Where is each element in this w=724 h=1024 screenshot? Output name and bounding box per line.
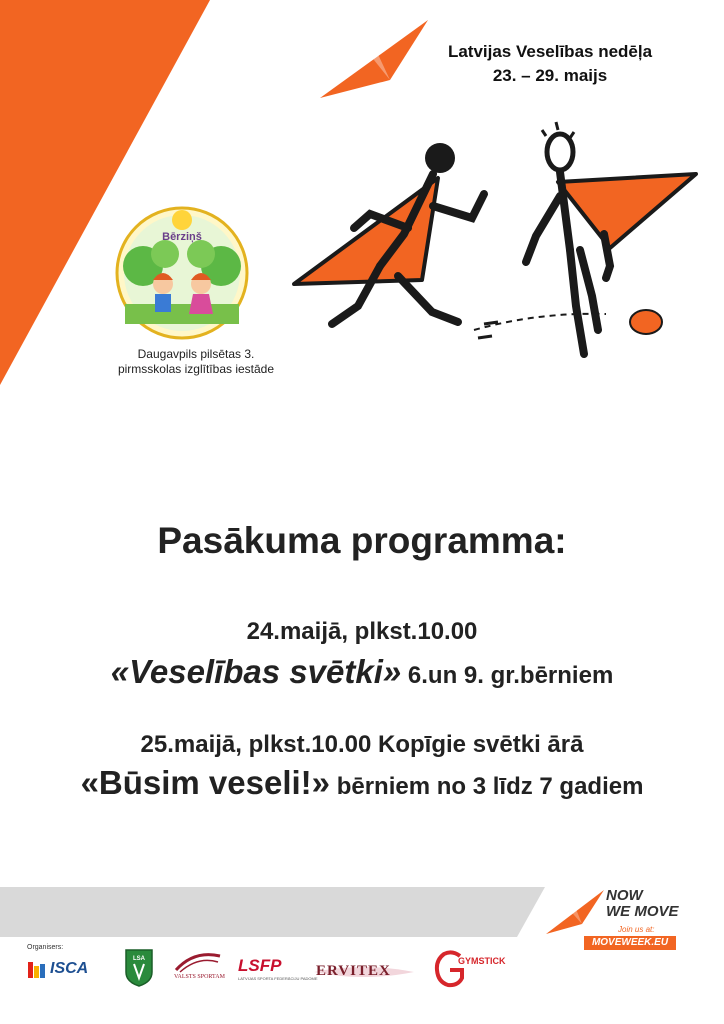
isca-logo bbox=[26, 958, 96, 982]
school-badge-logo bbox=[115, 206, 250, 341]
school-badge-name: Bērziņš bbox=[162, 231, 202, 243]
school-caption-line1: Daugavpils pilsētas 3. bbox=[137, 347, 255, 361]
event1-title: «Veselības svētki» bbox=[110, 653, 402, 690]
school-caption-line2: pirmsskolas izglītības iestāde bbox=[117, 362, 275, 376]
ervitex-text: ERVITEX bbox=[316, 963, 391, 979]
join-us-label: Join us at: bbox=[618, 925, 655, 934]
now-we-move-line2: WE MOVE bbox=[606, 903, 679, 920]
lsfp-logo bbox=[238, 956, 318, 984]
school-caption bbox=[96, 347, 296, 377]
organisers-label: Organisers: bbox=[27, 944, 64, 951]
gymstick-text: GYMSTICK bbox=[458, 956, 506, 966]
lsa-text: LSA bbox=[133, 956, 145, 962]
isca-text: ISCA bbox=[50, 960, 89, 977]
now-we-move-arrow-icon bbox=[544, 888, 606, 936]
valsts-sportam-text: VALSTS SPORTAM bbox=[174, 974, 225, 980]
lsfp-subtitle: LATVIJAS SPORTA FEDERĀCIJU PADOME bbox=[238, 976, 318, 981]
header-title-line1: Latvijas Veselības nedēļa bbox=[447, 42, 653, 61]
event2-title: «Būsim veseli!» bbox=[80, 764, 331, 801]
program-heading: Pasākuma programma: bbox=[157, 520, 567, 561]
ball-icon bbox=[630, 310, 662, 334]
valsts-sportam-logo bbox=[172, 950, 224, 986]
moveweek-website[interactable]: MOVEWEEK.EU bbox=[584, 936, 676, 950]
isca-mark-icon bbox=[26, 960, 48, 980]
header-title-line2: 23. – 29. maijs bbox=[492, 66, 608, 85]
gymstick-g-icon bbox=[434, 948, 466, 988]
event1-title-line bbox=[0, 653, 724, 691]
event1-audience: 6.un 9. gr.bērniem bbox=[401, 662, 614, 689]
event2-title-line bbox=[0, 764, 724, 802]
lsfp-text: LSFP bbox=[238, 956, 282, 975]
ervitex-logo bbox=[312, 960, 416, 982]
event1-datetime: 24.maijā, plkst.10.00 bbox=[246, 618, 478, 645]
now-we-move-badge bbox=[544, 884, 694, 954]
valsts-swoosh-icon bbox=[172, 950, 224, 974]
now-we-move-line1: NOW bbox=[606, 887, 643, 904]
header-title bbox=[400, 40, 700, 88]
gymstick-logo bbox=[434, 948, 514, 988]
event2-audience: bērniem no 3 līdz 7 gadiem bbox=[330, 773, 644, 800]
stick-figures-illustration bbox=[288, 116, 698, 366]
lsa-shield-logo bbox=[124, 948, 154, 988]
event2-datetime: 25.maijā, plkst.10.00 Kopīgie svētki ārā bbox=[140, 731, 584, 758]
